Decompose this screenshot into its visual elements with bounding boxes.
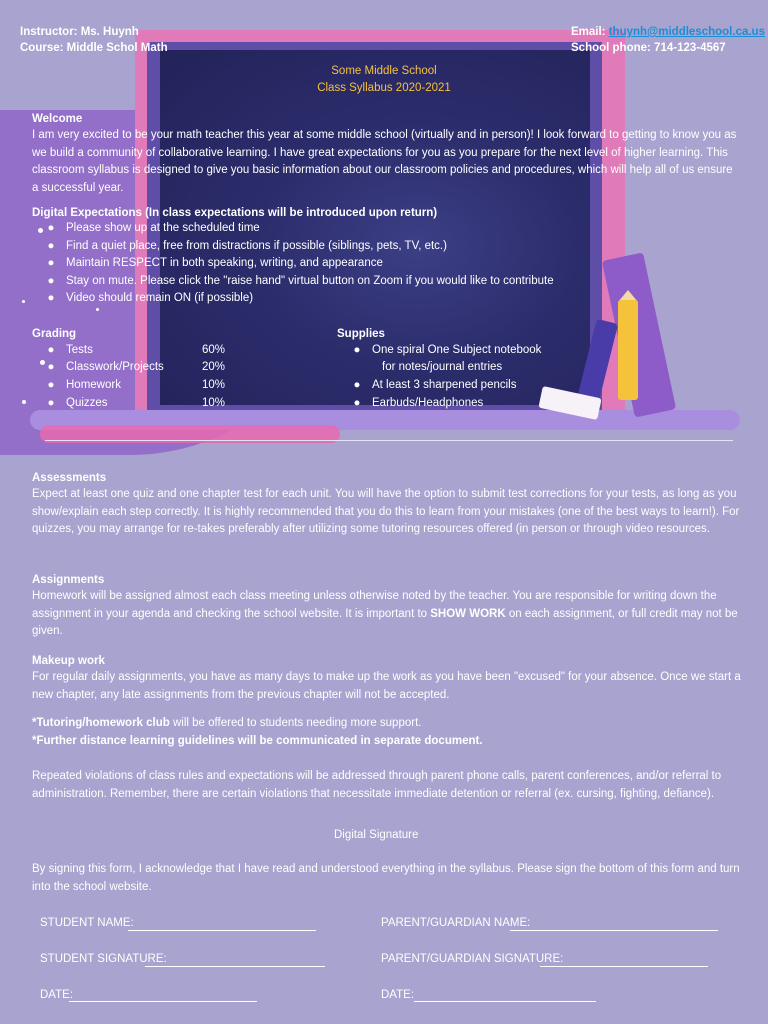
decorative-dot bbox=[96, 308, 99, 311]
distance-learning-note: *Further distance learning guidelines will be communicated in separate document. bbox=[32, 735, 483, 747]
list-item: ● Stay on mute. Please click the "raise hand" virtual button on Zoom if you would like to contribute bbox=[36, 273, 554, 291]
grading-heading: Grading bbox=[32, 328, 77, 340]
school-phone: School phone: 714-123-4567 bbox=[571, 42, 726, 54]
assignments-text: Homework will be assigned almost each class meeting unless otherwise noted by the teacher. You are responsible for writing down the assignment in your agenda and checking the school website. It is important to SHOW WORK on each assignment, or full credit may not be given. bbox=[32, 590, 738, 637]
student-signature-label: STUDENT SIGNATURE: bbox=[40, 953, 167, 965]
digital-signature-heading: Digital Signature bbox=[334, 829, 419, 841]
violations-text: Repeated violations of class rules and expectations will be addressed through parent phone calls, parent conferences, and/or referral to administration. Remember, there are certain violations that necessitate immediate detention or referral (ex. cursing, fighting, defiance). bbox=[32, 770, 722, 800]
student-name-field[interactable] bbox=[128, 930, 316, 931]
parent-name-field[interactable] bbox=[510, 930, 718, 931]
list-item: ● Please show up at the scheduled time bbox=[36, 220, 260, 238]
assessments-heading: Assessments bbox=[32, 472, 107, 484]
bullet-icon: ● bbox=[47, 240, 55, 252]
makeup-heading: Makeup work bbox=[32, 655, 105, 667]
student-date-label: DATE: bbox=[40, 989, 74, 1001]
bullet-icon: ● bbox=[47, 275, 55, 287]
makeup-text: For regular daily assignments, you have as many days to make up the work as you have been "excused" for your absence. Once we start a new chapter, any late assignments from the previous chapter will not be accepted. bbox=[32, 671, 741, 701]
grading-row: ● Tests 60% bbox=[47, 344, 226, 356]
student-date-field[interactable] bbox=[69, 1001, 257, 1002]
welcome-heading: Welcome bbox=[32, 113, 83, 125]
supply-item: ● At least 3 sharpened pencils bbox=[353, 379, 517, 391]
parent-name-label: PARENT/GUARDIAN NAME: bbox=[381, 917, 531, 929]
show-work-emphasis: SHOW WORK bbox=[430, 607, 506, 620]
school-name-title: Some Middle School bbox=[331, 65, 437, 77]
email-row bbox=[571, 24, 765, 42]
parent-date-field[interactable] bbox=[414, 1001, 596, 1002]
list-item: ● Video should remain ON (if possible) bbox=[36, 290, 253, 308]
parent-signature-label: PARENT/GUARDIAN SIGNATURE: bbox=[381, 953, 564, 965]
decorative-dot bbox=[22, 300, 25, 303]
bullet-icon: ● bbox=[47, 222, 55, 234]
list-item: ● Maintain RESPECT in both speaking, writing, and appearance bbox=[36, 255, 383, 273]
instructor-label: Instructor: Ms. Huynh bbox=[20, 26, 139, 38]
signature-statement: By signing this form, I acknowledge that I have read and understood everything in the syllabus. Please sign the bottom of this form and turn into the school website. bbox=[32, 863, 740, 893]
grading-row: ● Homework 10% bbox=[47, 379, 226, 391]
parent-signature-field[interactable] bbox=[540, 966, 708, 967]
assignments-heading: Assignments bbox=[32, 574, 105, 586]
pencil-icon bbox=[618, 300, 638, 400]
email-label: Email: bbox=[571, 26, 609, 38]
bullet-icon: ● bbox=[47, 257, 55, 269]
student-signature-field[interactable] bbox=[145, 966, 325, 967]
supply-item: ● Earbuds/Headphones bbox=[353, 397, 484, 409]
assessments-text: Expect at least one quiz and one chapter test for each unit. You will have the option to submit test corrections for your tests, as long as you show/explain each step correctly. It is highly recommended that you do this to learn from your mistakes (one of the best ways to learn!). For quizzes, you may arrange for re-takes preferably after utilizing some tutoring resources offered (in person or through video resources. bbox=[32, 488, 740, 535]
course-label: Course: Middle Schol Math bbox=[20, 42, 168, 54]
supplies-heading: Supplies bbox=[337, 328, 385, 340]
syllabus-title: Class Syllabus 2020-2021 bbox=[317, 82, 451, 94]
welcome-text: I am very excited to be your math teacher this year at some middle school (virtually and in person)! I look forward to getting to know you as we build a community of collaborative learning. I have great expectations for you as you prepare for the next level of higher learning. This classroom syllabus is designed to give you basic information about our classroom policies and procedures, which will help all of us ensure a successful year. bbox=[32, 129, 737, 194]
grading-row: ● Quizzes 10% bbox=[47, 397, 226, 409]
email-link[interactable]: thuynh@middleschool.ca.us bbox=[608, 26, 765, 38]
decorative-dot bbox=[22, 400, 26, 404]
student-name-label: STUDENT NAME: bbox=[40, 917, 134, 929]
tutoring-note: *Tutoring/homework club will be offered to students needing more support. bbox=[32, 717, 422, 729]
grading-row: ● Classwork/Projects 20% bbox=[47, 361, 226, 373]
supply-item-continued: for notes/journal entries bbox=[382, 361, 503, 373]
section-divider bbox=[45, 440, 733, 441]
list-item: ● Find a quiet place, free from distractions if possible (siblings, pets, TV, etc.) bbox=[36, 238, 447, 256]
parent-date-label: DATE: bbox=[381, 989, 415, 1001]
bullet-icon: ● bbox=[47, 292, 55, 304]
supply-item: ● One spiral One Subject notebook bbox=[353, 344, 542, 356]
digital-expectations-heading: Digital Expectations (In class expectations will be introduced upon return) bbox=[32, 207, 438, 219]
